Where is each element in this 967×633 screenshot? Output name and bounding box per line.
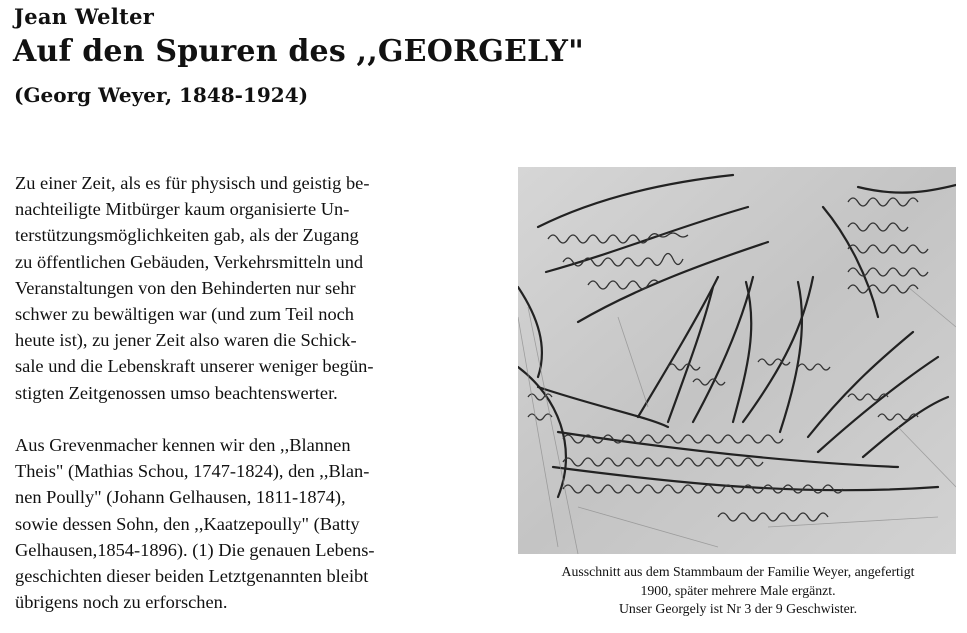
text-line: zu öffentlichen Gebäuden, Verkehrsmitteln und xyxy=(15,251,364,272)
figure-caption xyxy=(512,563,964,619)
article-title: Auf den Spuren des ,,GEORGELY" xyxy=(13,34,584,69)
family-tree-photo xyxy=(518,167,956,554)
paragraph-2 xyxy=(15,432,485,615)
article-subtitle: (Georg Weyer, 1848-1924) xyxy=(14,83,309,107)
text-line: sale und die Lebenskraft unserer weniger begün- xyxy=(15,356,374,377)
text-line: Gelhausen,1854-1896). (1) Die genauen Lebens- xyxy=(15,539,375,560)
family-tree-sketch xyxy=(518,167,956,554)
text-line: nachteiligte Mitbürger kaum organisierte Un- xyxy=(15,199,350,220)
text-line: Theis" (Mathias Schou, 1747-1824), den ,,Blan- xyxy=(15,461,370,482)
caption-line: Unser Georgely ist Nr 3 der 9 Geschwister. xyxy=(618,601,858,617)
caption-line: Ausschnitt aus dem Stammbaum der Familie Weyer, angefertigt xyxy=(561,564,915,579)
text-line: sowie dessen Sohn, den ,,Kaatzepoully" (Batty xyxy=(15,513,360,534)
text-line: geschichten dieser beiden Letztgenannten bleibt xyxy=(15,566,369,587)
author-name: Jean Welter xyxy=(14,4,155,29)
text-line: Zu einer Zeit, als es für physisch und geistig be- xyxy=(15,173,370,193)
text-line: Veranstaltungen von den Behinderten nur sehr xyxy=(15,277,356,298)
text-line: stigten Zeitgenossen umso beachtenswerter. xyxy=(15,382,338,403)
paragraph-1 xyxy=(15,170,485,406)
text-line: nen Poully" (Johann Gelhausen, 1811-1874), xyxy=(15,487,346,508)
caption-line: 1900, später mehrere Male ergänzt. xyxy=(640,582,836,598)
text-line: schwer zu bewältigen war (und zum Teil noch xyxy=(15,304,354,325)
text-line: terstützungsmöglichkeiten gab, als der Zugang xyxy=(15,225,359,246)
text-line: übrigens noch zu erforschen. xyxy=(15,592,228,613)
text-line: Aus Grevenmacher kennen wir den ,,Blannen xyxy=(15,435,351,455)
text-line: heute ist), zu jener Zeit also waren die Schick- xyxy=(15,330,357,351)
